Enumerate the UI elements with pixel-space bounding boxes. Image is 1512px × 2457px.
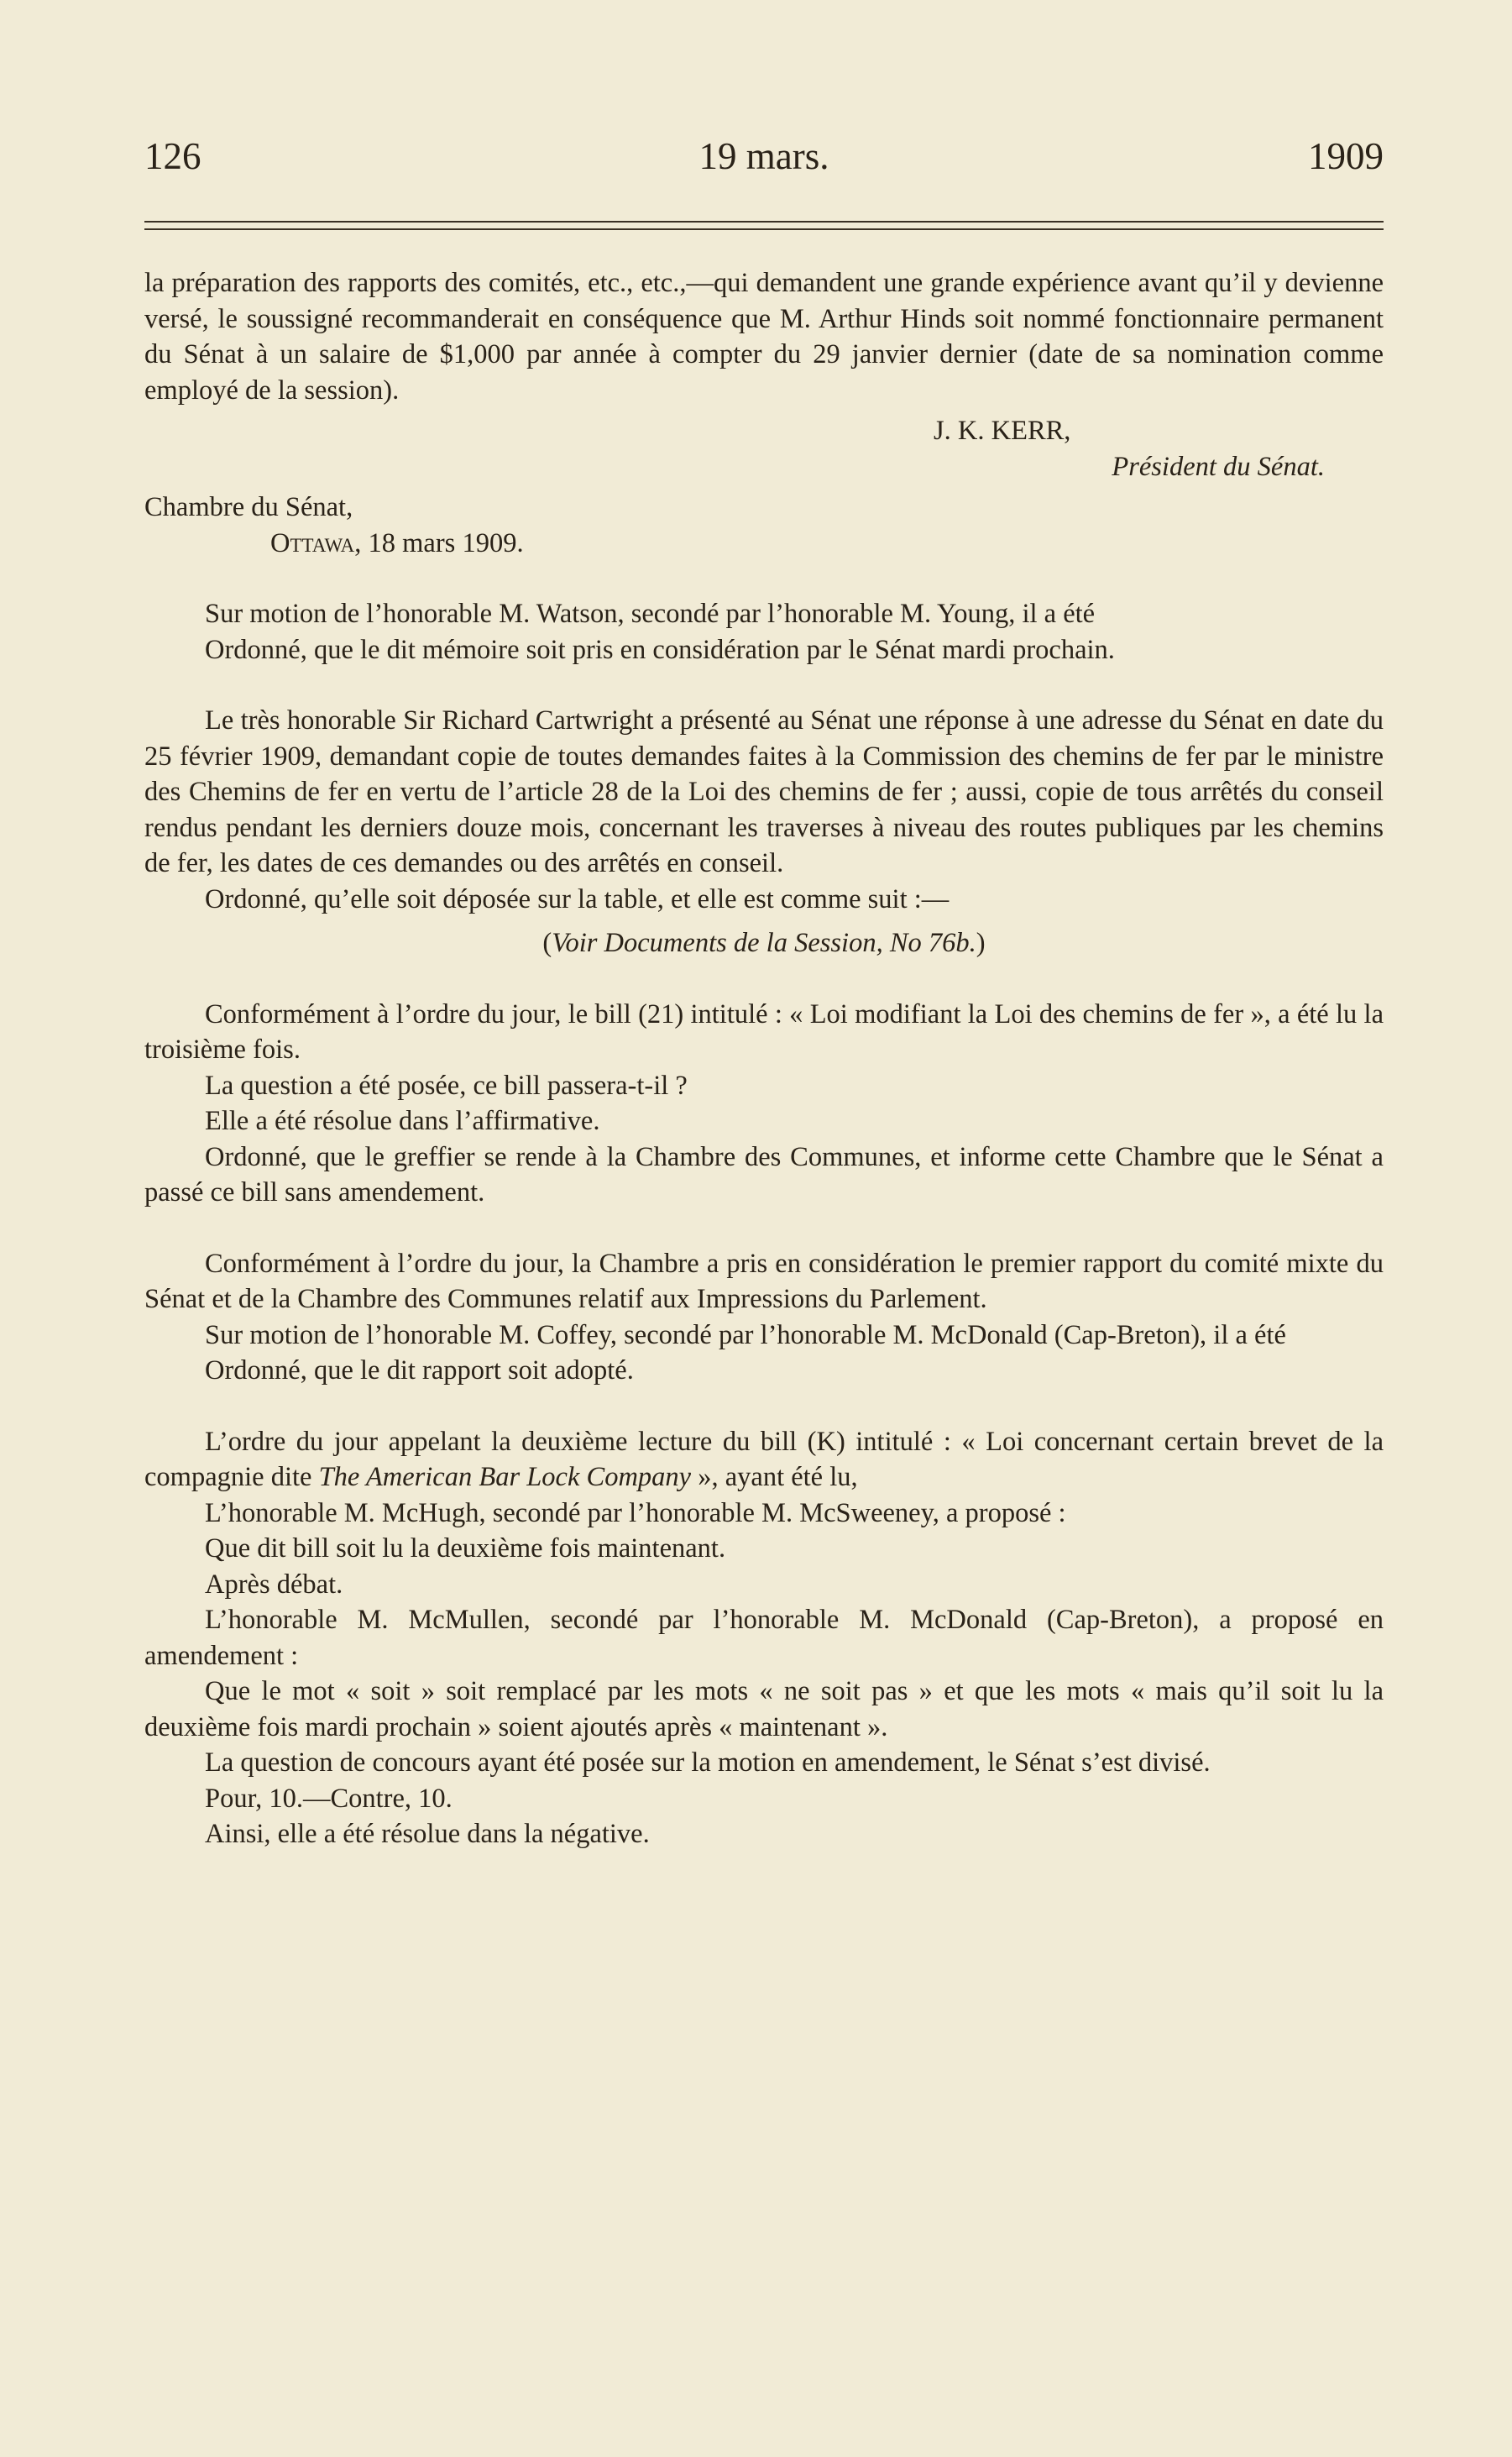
paragraph-question-posed: La question a été posée, ce bill passera-t-il ? (205, 1070, 688, 1101)
place-line: Chambre du Sénat, (144, 492, 353, 522)
bill-k-text-post: », ayant été lu, (691, 1462, 858, 1492)
header-rule-top (144, 221, 1384, 223)
bill-k-text-pre: L’ordre du jour appelant la deuxième lecture du bill (K) intitulé : « Loi concernant certain brevet de la compagnie dite (144, 1426, 1384, 1492)
documents-reference (144, 925, 1384, 961)
paragraph-bill-k (144, 1424, 1384, 1496)
header-rule-bottom (144, 228, 1384, 230)
ref-open-paren: ( (542, 928, 552, 958)
header-year: 1909 (1308, 135, 1384, 177)
paragraph-report-end: la préparation des rapports des comités, etc., etc.,—qui demandent une grande expérience avant qu’il y devienne versé, le soussigné recommanderait en conséquence que M. Arthur Hinds soit nommé fonctionnaire permanent du Sénat à un salaire de $1,000 par année à compter du 29 janvier dernier (date de sa nomination comme employé de la session). (144, 268, 1384, 406)
paragraph-ordered-table: Ordonné, qu’elle soit déposée sur la table, et elle est comme suit :— (205, 883, 950, 914)
signature-title: Président du Sénat. (1112, 451, 1325, 482)
paragraph-mchugh-proposal: L’honorable M. McHugh, secondé par l’honorable M. McSweeney, a proposé : (205, 1497, 1066, 1528)
place-date-line (144, 526, 1384, 562)
company-name: The American Bar Lock Company (318, 1462, 692, 1492)
paragraph-motion-watson: Sur motion de l’honorable M. Watson, secondé par l’honorable M. Young, il a été (205, 599, 1096, 629)
document-body (144, 265, 1384, 1852)
place-date: , 18 mars 1909. (354, 527, 524, 558)
page-header (144, 134, 1384, 185)
paragraph-report-adopted: Ordonné, que le dit rapport soit adopté. (205, 1355, 634, 1386)
place-city: Ottawa (270, 527, 355, 558)
ref-close-paren: ) (976, 928, 986, 958)
header-date: 19 mars. (698, 135, 829, 177)
paragraph-motion-coffey: Sur motion de l’honorable M. Coffey, secondé par l’honorable M. McDonald (Cap-Breton), il a été (205, 1319, 1286, 1350)
paragraph-debate: Après débat. (205, 1569, 343, 1600)
paragraph-division: La question de concours ayant été posée sur la motion en amendement, le Sénat s’est divisé. (205, 1747, 1211, 1778)
paragraph-vote-count: Pour, 10.—Contre, 10. (205, 1783, 453, 1814)
paragraph-clerk-ordered: Ordonné, que le greffier se rende à la Chambre des Communes, et informe cette Chambre que le Sénat a passé ce bill sans amendement. (144, 1141, 1384, 1208)
paragraph-second-reading: Que dit bill soit lu la deuxième fois maintenant. (205, 1533, 726, 1564)
paragraph-bill-21: Conformément à l’ordre du jour, le bill (21) intitulé : « Loi modifiant la Loi des chemins de fer », a été lu la troisième fois. (144, 998, 1384, 1065)
paragraph-affirmative: Elle a été résolue dans l’affirmative. (205, 1106, 600, 1136)
paragraph-amendment-text: Que le mot « soit » soit remplacé par les mots « ne soit pas » et que les mots « mais qu’il soit lu la deuxième fois mardi prochain » soient ajoutés après « maintenant ». (144, 1676, 1384, 1742)
paragraph-mcmullen-amendment: L’honorable M. McMullen, secondé par l’honorable M. McDonald (Cap-Breton), a proposé en amendement : (144, 1605, 1384, 1671)
paragraph-ordered-consideration: Ordonné, que le dit mémoire soit pris en considération par le Sénat mardi prochain. (205, 634, 1115, 665)
paragraph-cartwright-reply: Le très honorable Sir Richard Cartwright a présenté au Sénat une réponse à une adresse du Sénat en date du 25 février 1909, demandant copie de toutes demandes faites à la Commission des chemins de fer par le ministre des Chemins de fer en vertu de l’article 28 de la Loi des chemins de fer ; aussi, copie de tous arrêtés du conseil rendus pendant les derniers douze mois, concernant les traverses à niveau des routes publiques par les chemins de fer, les dates de ces demandes ou des arrêtés en conseil. (144, 705, 1384, 878)
paragraph-negative: Ainsi, elle a été résolue dans la négative. (205, 1819, 650, 1849)
paragraph-joint-committee: Conformément à l’ordre du jour, la Chambre a pris en considération le premier rapport du comité mixte du Sénat et de la Chambre des Communes relatif aux Impressions du Parlement. (144, 1248, 1384, 1314)
documents-reference-text: Voir Documents de la Session, No 76b. (552, 928, 976, 958)
signature-name: J. K. KERR, (934, 416, 1071, 446)
page-number: 126 (144, 135, 201, 177)
